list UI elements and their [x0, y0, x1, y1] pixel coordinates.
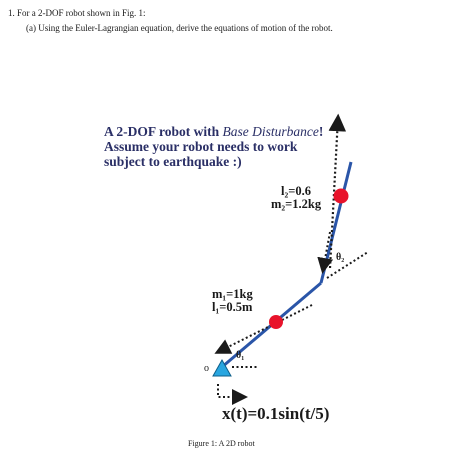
- theta2-label: θ₂: [336, 252, 345, 263]
- figure-caption: Figure 1: A 2D robot: [188, 439, 255, 448]
- intro-line2: Assume your robot needs to work: [104, 139, 298, 154]
- link1-length-label: l₁=0.5m: [212, 300, 253, 314]
- link1-mass-label: m₁=1kg: [212, 287, 253, 301]
- link1-extension-line: [327, 252, 368, 278]
- intro-line3: subject to earthquake :): [104, 154, 242, 169]
- link2-length-label: l₂=0.6: [281, 184, 311, 198]
- mass-2-dot: [334, 189, 349, 204]
- link2-mass-label: m₂=1.2kg: [271, 197, 322, 211]
- question-part-a: (a) Using the Euler-Lagrangian equation, derive the equations of motion of the robot.: [26, 23, 333, 33]
- disturbance-arrow: [218, 384, 244, 397]
- disturbance-formula: x(t)=0.1sin(t/5): [222, 404, 330, 423]
- intro-line1-post: !: [318, 124, 324, 139]
- figure-intro: [104, 124, 323, 169]
- intro-line1-italic: Base Disturbance: [222, 124, 319, 139]
- question-title: 1. For a 2-DOF robot shown in Fig. 1:: [8, 8, 146, 18]
- mass-1-dot: [269, 315, 283, 329]
- intro-line1-pre: A 2-DOF robot with: [104, 124, 223, 139]
- origin-label: o: [204, 363, 209, 374]
- theta1-label: θ₁: [236, 350, 245, 361]
